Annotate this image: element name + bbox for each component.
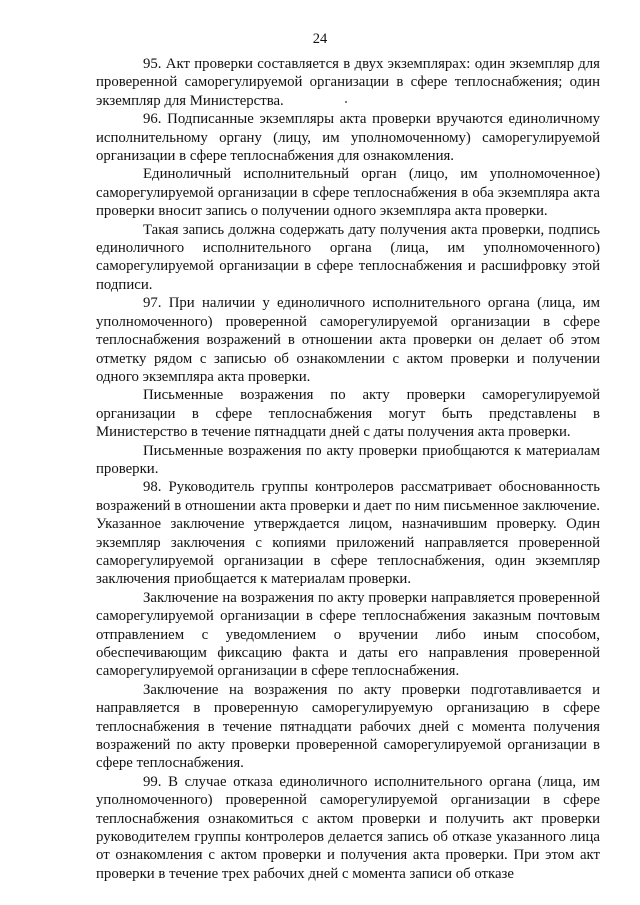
paragraph-98-conclusion-sent: Заключение на возражения по акту проверки направляется проверенной саморегулируемой организации в сфере теплоснабжения заказным почтовым отправлением с уведомлением о вручении либо иным способом, обеспечивающим фиксацию факта и даты его направления проверенной саморегулируемой организации в сфере теплоснабжения. bbox=[96, 589, 600, 680]
paragraph-96: 96. Подписанные экземпляры акта проверки вручаются единоличному исполнительному органу (лицу, им уполномоченному) саморегулируемой организации в сфере теплоснабжения для ознакомления. bbox=[96, 111, 600, 165]
paragraph-97: 97. При наличии у единоличного исполнительного органа (лица, им уполномоченного) проверенной саморегулируемой организации в сфере теплоснабжения возражений в отношении акта проверки он делает об этом отметку рядом с записью об ознакомлении с актом проверки и получении одного экземпляра акта проверки. bbox=[96, 295, 600, 385]
document-body bbox=[96, 55, 600, 883]
paragraph-97-objections-attached: Письменные возражения по акту проверки приобщаются к материалам проверки. bbox=[96, 442, 600, 477]
paragraph-96-record: Единоличный исполнительный орган (лицо, им уполномоченное) саморегулируемой организации в сфере теплоснабжения в оба экземпляра акта проверки вносит запись о получении одного экземпляра акта проверки. bbox=[96, 166, 600, 220]
paragraph-98: 98. Руководитель группы контролеров рассматривает обоснованность возражений в отношении акта проверки и дает по ним письменное заключение. Указанное заключение утверждается лицом, назначившим проверку. Один экземпляр заключения с копиями приложений направляется проверенной саморегулируемой организации в сфере теплоснабжения, один экземпляр заключения приобщается к материалам проверки. bbox=[96, 479, 600, 588]
paragraph-95: 95. Акт проверки составляется в двух экземплярах: один экземпляр для проверенной саморегулируемой организации в сфере теплоснабжения; один экземпляр для Министерства. bbox=[96, 56, 600, 109]
paragraph-96-record-contents: Такая запись должна содержать дату получения акта проверки, подпись единоличного исполнительного органа (лица, им уполномоченного) саморегулируемой организации в сфере теплоснабжения и расшифровку этой подписи. bbox=[96, 221, 600, 293]
page-number: 24 bbox=[312, 31, 328, 47]
paragraph-97-written-objections: Письменные возражения по акту проверки саморегулируемой организации в сфере теплоснабжения могут быть представлены в Министерство в течение пятнадцати дней с даты получения акта проверки. bbox=[96, 387, 600, 441]
paragraph-99: 99. В случае отказа единоличного исполнительного органа (лица, им уполномоченного) проверенной саморегулируемой организации в сфере теплоснабжения ознакомиться с актом проверки и получить акт проверки руководителем группы контролеров делается запись об отказе указанного лица от ознакомления с актом проверки и получения акта проверки. При этом акт проверки в течение трех рабочих дней с момента записи об отказе bbox=[96, 773, 600, 882]
paragraph-98-conclusion-deadline: Заключение на возражения по акту проверки подготавливается и направляется в проверенную саморегулируемую организацию в сфере теплоснабжения в течение пятнадцати рабочих дней с момента получения возражений по акту проверки проверенной саморегулируемой организации в сфере теплоснабжения. bbox=[96, 681, 600, 772]
